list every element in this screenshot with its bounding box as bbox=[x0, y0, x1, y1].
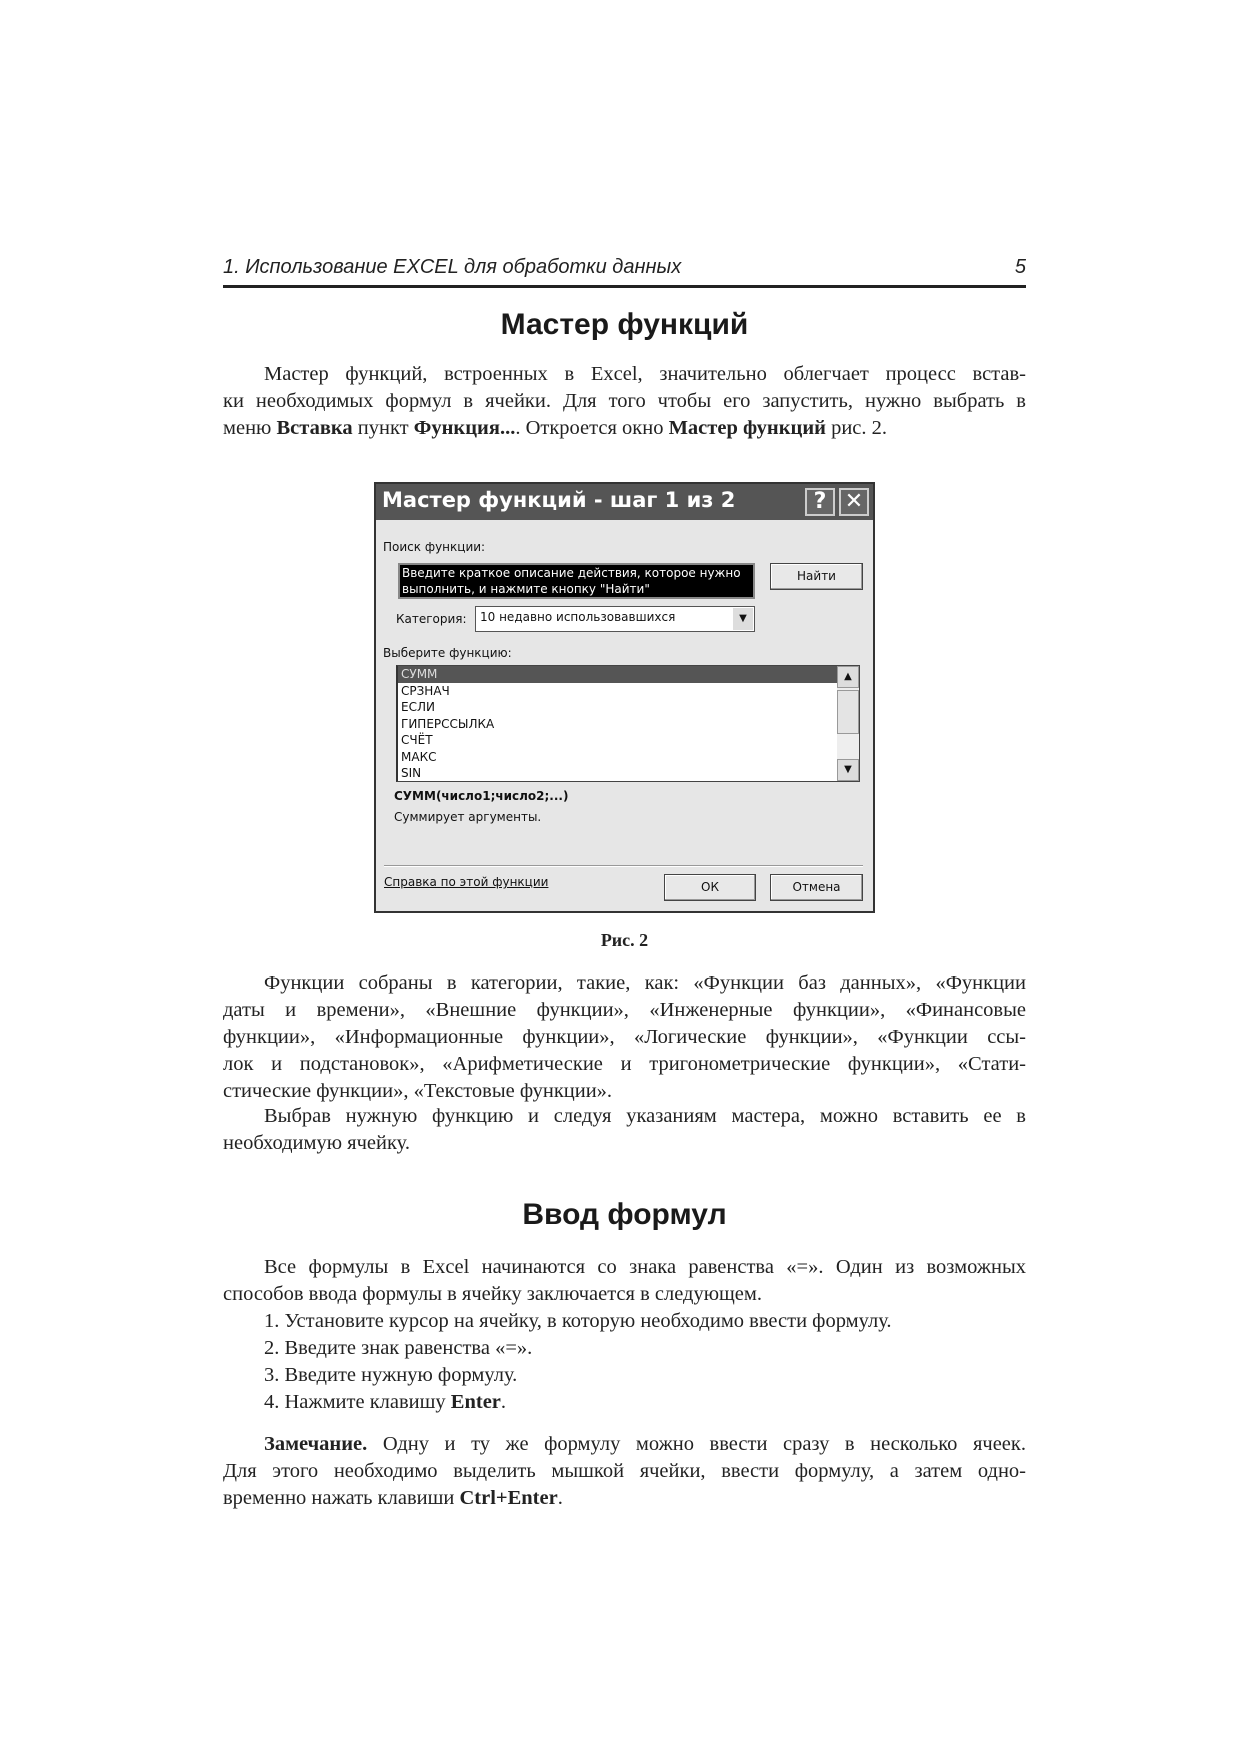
paragraph-categories bbox=[223, 970, 1026, 1105]
bold-text: Функция... bbox=[413, 417, 516, 439]
close-button[interactable]: ✕ bbox=[839, 488, 869, 516]
text-line bbox=[223, 1078, 1026, 1105]
text-line bbox=[223, 1485, 1026, 1512]
figure-caption: Рис. 2 bbox=[600, 930, 649, 950]
scroll-up-icon[interactable]: ▲ bbox=[837, 666, 859, 688]
bold-text: Вставка bbox=[276, 417, 353, 439]
search-label: Поиск функции: bbox=[383, 540, 486, 554]
category-label: Категория: bbox=[396, 612, 467, 626]
text: 1. Установите курсор на ячейку, в которую необходимо ввести формулу. bbox=[264, 1310, 892, 1332]
section-title-formula-input: Ввод формул bbox=[522, 1198, 727, 1231]
function-list-item[interactable]: ЕСЛИ bbox=[401, 700, 435, 714]
text: Функции собраны в категории, такие, как: «Функции баз данных», «Функции bbox=[264, 972, 1026, 994]
text: . Откроется окно bbox=[515, 417, 669, 439]
text-line bbox=[223, 1431, 1026, 1458]
text-line bbox=[223, 1389, 1026, 1416]
function-list-item[interactable]: СРЗНАЧ bbox=[401, 683, 450, 698]
scrollbar[interactable] bbox=[837, 666, 859, 781]
scroll-thumb[interactable] bbox=[837, 690, 859, 734]
bold-text: Замечание. bbox=[264, 1433, 368, 1455]
text-line bbox=[223, 1130, 1026, 1157]
bold-text: Мастер функций bbox=[668, 417, 826, 439]
text-line bbox=[223, 970, 1026, 997]
text-line bbox=[223, 1362, 1026, 1389]
search-input[interactable]: Введите краткое описание действия, которое нужно выполнить, и нажмите кнопку "Найти" bbox=[398, 563, 755, 599]
text-line bbox=[223, 1254, 1026, 1281]
text-line bbox=[223, 1281, 1026, 1308]
running-header bbox=[223, 256, 1026, 288]
text-line bbox=[223, 1103, 1026, 1130]
text: Для этого необходимо выделить мышкой ячейки, ввести формулу, а затем одно- bbox=[223, 1460, 1026, 1482]
text: меню bbox=[223, 417, 277, 439]
paragraph-formulas bbox=[223, 1254, 1026, 1308]
find-button[interactable]: Найти bbox=[770, 563, 863, 590]
steps-list bbox=[223, 1308, 1026, 1416]
text: способов ввода формулы в ячейку заключается в следующем. bbox=[223, 1283, 763, 1305]
function-list-item[interactable]: ГИПЕРССЫЛКА bbox=[401, 716, 495, 731]
function-list-item[interactable]: СУММ bbox=[398, 666, 859, 683]
text: Мастер функций, встроенных в Excel, значительно облегчает процесс встав- bbox=[264, 363, 1026, 385]
text: функции», «Информационные функции», «Логические функции», «Функции ссы- bbox=[223, 1026, 1026, 1048]
text-line bbox=[223, 1024, 1026, 1051]
function-list[interactable] bbox=[396, 665, 860, 782]
paragraph-intro bbox=[223, 361, 1026, 442]
category-select[interactable] bbox=[475, 606, 755, 632]
text-line bbox=[223, 361, 1026, 388]
text: рис. 2. bbox=[825, 417, 888, 439]
dialog-titlebar bbox=[376, 484, 873, 520]
text: необходимую ячейку. bbox=[223, 1132, 410, 1154]
function-list-item[interactable]: МАКС bbox=[401, 749, 437, 764]
text: временно нажать клавиши bbox=[223, 1487, 460, 1509]
ok-button[interactable]: ОК bbox=[664, 874, 756, 901]
text: Одну и ту же формулу можно ввести сразу в несколько ячеек. bbox=[367, 1433, 1026, 1455]
function-list-item[interactable]: СЧЁТ bbox=[401, 733, 433, 747]
text: 3. Введите нужную формулу. bbox=[264, 1364, 518, 1386]
help-link[interactable]: Справка по этой функции bbox=[384, 875, 549, 889]
header-title: 1. Использование EXCEL для обработки данных bbox=[223, 256, 682, 278]
text: ки необходимых формул в ячейки. Для того чтобы его запустить, нужно выбрать в bbox=[223, 390, 1026, 412]
text: Выбрав нужную функцию и следуя указаниям мастера, можно вставить ее в bbox=[264, 1105, 1026, 1127]
page-number: 5 bbox=[1014, 256, 1026, 278]
function-list-item[interactable]: SIN bbox=[401, 766, 422, 780]
paragraph-note bbox=[223, 1431, 1026, 1512]
function-wizard-dialog bbox=[374, 482, 875, 913]
text-line bbox=[223, 1335, 1026, 1362]
text: пункт bbox=[352, 417, 414, 439]
chevron-down-icon[interactable]: ▼ bbox=[733, 608, 753, 630]
text-line bbox=[223, 1458, 1026, 1485]
bold-text: Ctrl+Enter bbox=[459, 1487, 558, 1509]
text: . bbox=[557, 1487, 563, 1509]
paragraph-usage bbox=[223, 1103, 1026, 1157]
dialog-title: Мастер функций - шаг 1 из 2 bbox=[382, 488, 736, 512]
text-line bbox=[223, 415, 1026, 442]
text: 2. Введите знак равенства «=». bbox=[264, 1337, 533, 1359]
text: стические функции», «Текстовые функции». bbox=[223, 1080, 613, 1102]
text: лок и подстановок», «Арифметические и тригонометрические функции», «Стати- bbox=[223, 1053, 1026, 1075]
bold-text: Enter bbox=[450, 1391, 501, 1413]
text-line bbox=[223, 997, 1026, 1024]
text: Все формулы в Excel начинаются со знака равенства «=». Один из возможных bbox=[264, 1256, 1026, 1278]
scroll-down-icon[interactable]: ▼ bbox=[837, 759, 859, 781]
text: . bbox=[500, 1391, 507, 1413]
select-function-label: Выберите функцию: bbox=[383, 646, 512, 660]
text-line bbox=[223, 388, 1026, 415]
function-description: Суммирует аргументы. bbox=[394, 810, 542, 824]
help-button[interactable]: ? bbox=[805, 488, 835, 516]
divider bbox=[384, 865, 863, 867]
text: 4. Нажмите клавишу bbox=[264, 1391, 451, 1413]
text-line bbox=[223, 1051, 1026, 1078]
text: даты и времени», «Внешние функции», «Инженерные функции», «Финансовые bbox=[223, 999, 1026, 1021]
section-title-function-wizard: Мастер функций bbox=[500, 308, 749, 341]
cancel-button[interactable]: Отмена bbox=[770, 874, 863, 901]
category-value: 10 недавно использовавшихся bbox=[480, 610, 676, 624]
function-signature: СУММ(число1;число2;...) bbox=[394, 789, 569, 803]
text-line bbox=[223, 1308, 1026, 1335]
